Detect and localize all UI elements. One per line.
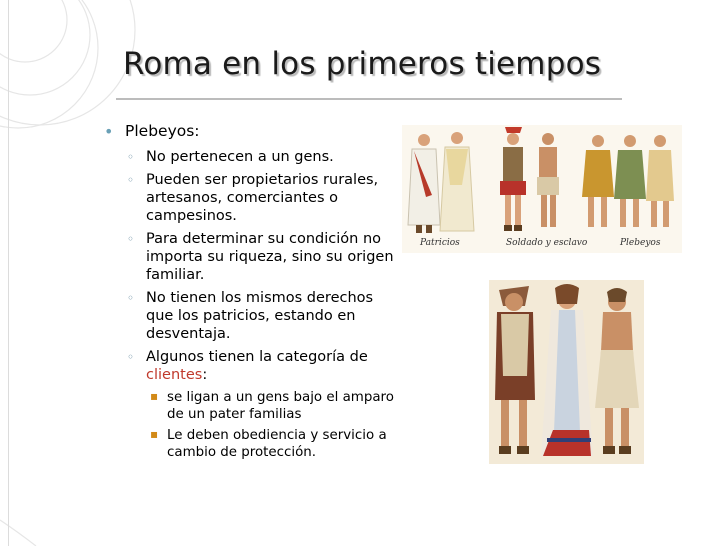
- sub-item-text: No tienen los mismos derechos que los patricios, estando en desventaja.: [146, 290, 374, 342]
- sub-sub-item: [104, 427, 404, 461]
- clientes-colon: :: [202, 367, 208, 383]
- bullet-icon: •: [104, 122, 114, 141]
- bullet-list: [104, 122, 404, 465]
- circle-bullet-icon: ◦: [127, 232, 135, 246]
- circle-bullet-icon: ◦: [127, 173, 135, 187]
- plebeyos-label: Plebeyos: [125, 122, 195, 140]
- sub-item: [104, 171, 404, 225]
- circle-bullet-icon: ◦: [127, 150, 135, 164]
- caption-plebeyos: Plebeyos: [620, 238, 661, 248]
- sub-item: [104, 148, 404, 166]
- sub-item-text: Para determinar su condición no importa su riqueza, sino su origen familiar.: [146, 231, 394, 283]
- bullet-plebeyos: [104, 122, 404, 141]
- caption-soldado-esclavo: Soldado y esclavo: [506, 238, 588, 248]
- sub-item-clientes: [104, 348, 404, 384]
- sub-item: [104, 289, 404, 343]
- circle-bullet-icon: ◦: [127, 350, 135, 364]
- sub-sub-item: [104, 389, 404, 423]
- circle-bullet-icon: ◦: [127, 291, 135, 305]
- caption-patricios: Patricios: [420, 238, 460, 248]
- square-bullet-icon: ▪: [150, 427, 159, 441]
- clientes-highlight: clientes: [146, 367, 203, 383]
- sub-item-text: Pueden ser propietarios rurales, artesanos, comerciantes o campesinos.: [146, 172, 379, 224]
- square-bullet-icon: ▪: [150, 389, 159, 403]
- sub-item: [104, 230, 404, 284]
- plebeians-illustration: [489, 280, 644, 464]
- sub-sub-item-text: se ligan a un gens bajo el amparo de un pater familias: [167, 390, 394, 422]
- roman-classes-illustration: [402, 125, 682, 253]
- sub-item-text: No pertenecen a un gens.: [146, 149, 334, 165]
- clientes-prefix: Algunos tienen la categoría de: [146, 349, 368, 365]
- slide-title: Roma en los primeros tiempos: [123, 46, 602, 82]
- plebeyos-colon: :: [194, 122, 200, 140]
- title-underline: [116, 98, 622, 100]
- left-border-line: [8, 0, 9, 546]
- sub-sub-item-text: Le deben obediencia y servicio a cambio de protección.: [167, 428, 387, 460]
